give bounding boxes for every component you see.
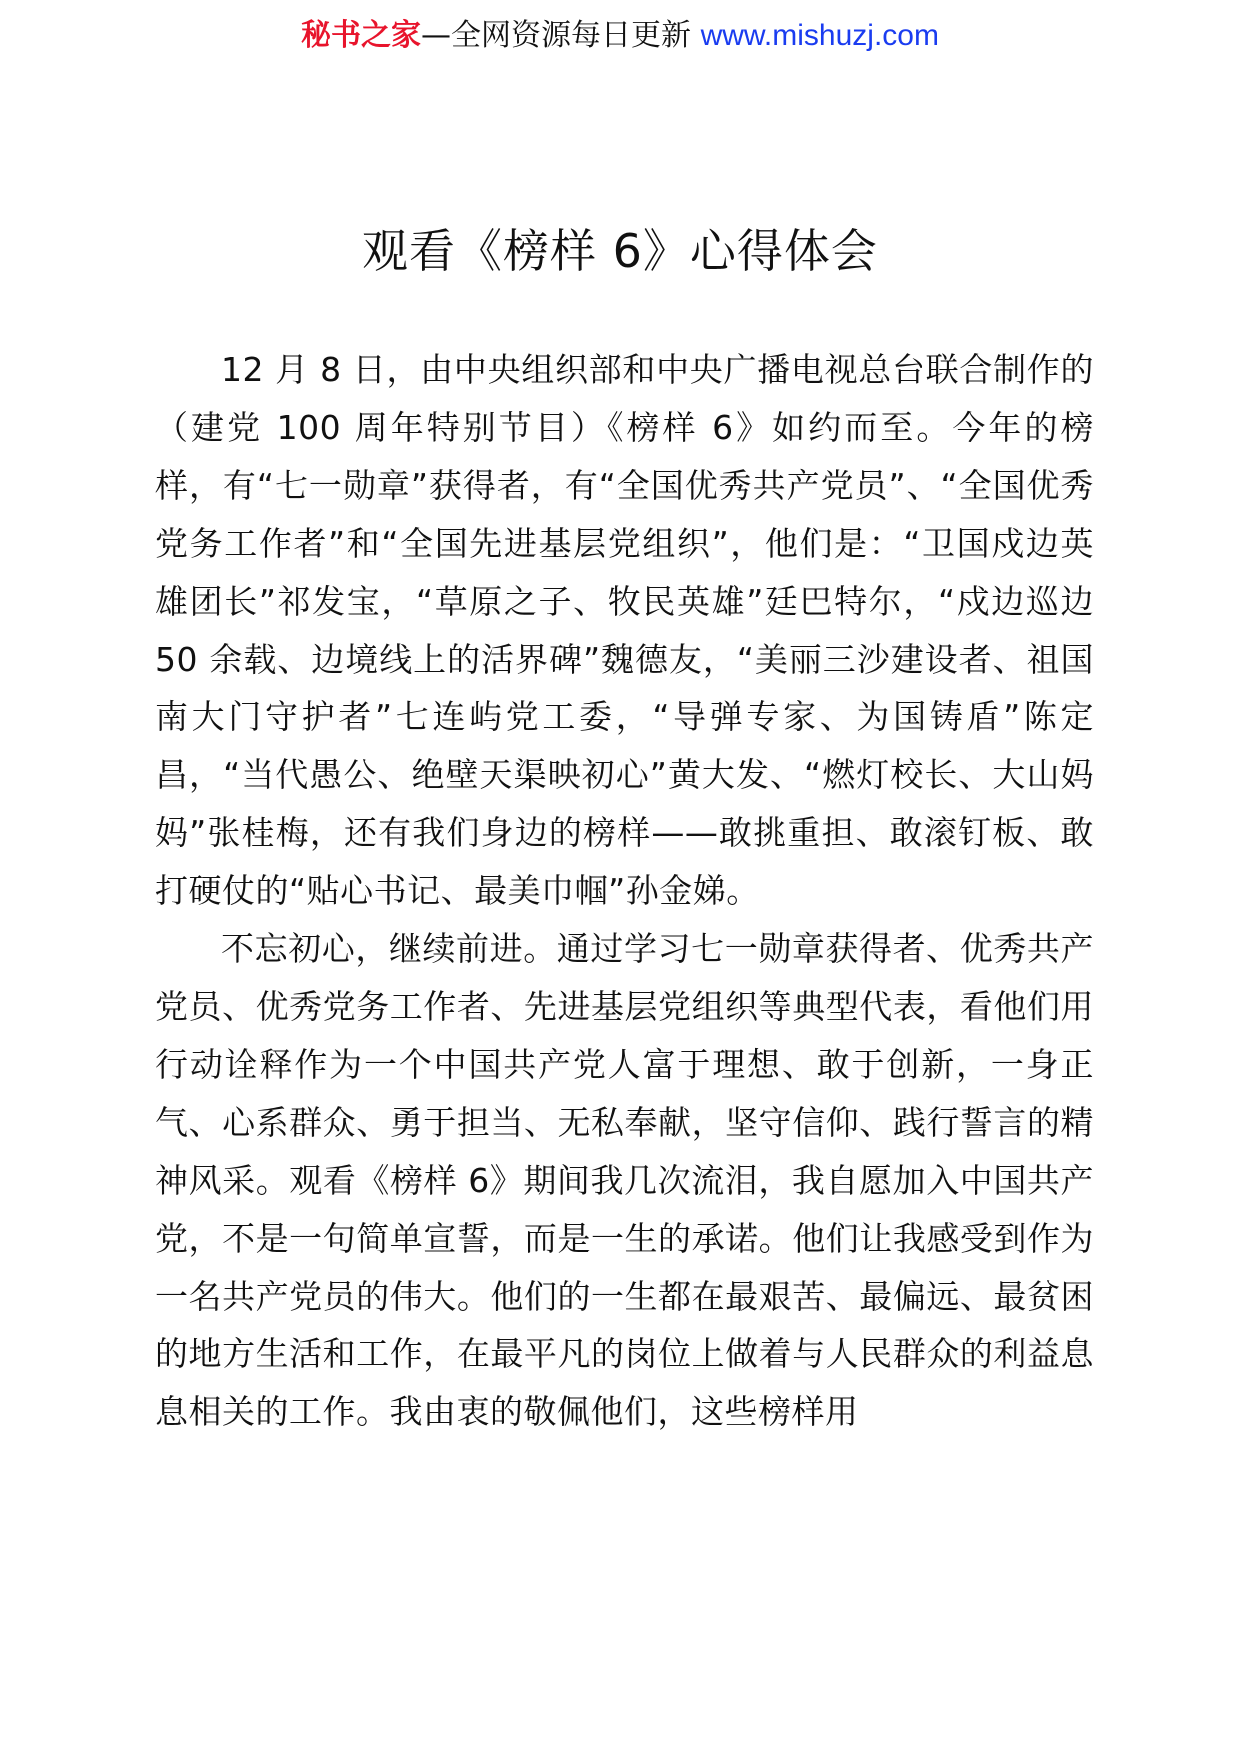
- site-name: 秘书之家: [301, 18, 422, 53]
- document-title: 观看《榜样 6》心得体会: [362, 224, 878, 278]
- site-url-link[interactable]: www.mishuzj.com: [700, 19, 939, 52]
- paragraph: 12 月 8 日，由中央组织部和中央广播电视总台联合制作的（建党 100 周年特别节目）《榜样 6》如约而至。今年的榜样，有“七一勋章”获得者，有“全国优秀共产党员”、“全国优秀党务工作者”和“全国先进基层党组织”，他们是：“卫国戍边英雄团长”祁发宝，“草原之子、牧民英雄”廷巴特尔，“戍边巡边 50 余载、边境线上的活界碑”魏德友，“美丽三沙建设者、祖国南大门守护者”七连屿党工委，“导弹专家、为国铸盾”陈定昌，“当代愚公、绝壁天渠映初心”黄大发、“燃灯校长、大山妈妈”张桂梅，还有我们身边的榜样——敢挑重担、敢滚钉板、敢打硬仗的“贴心书记、最美巾帼”孙金娣。: [155, 350, 1094, 911]
- site-header: [0, 14, 1240, 58]
- site-tagline: —全网资源每日更新: [421, 18, 692, 53]
- paragraph: 不忘初心，继续前进。通过学习七一勋章获得者、优秀共产党员、优秀党务工作者、先进基层党组织等典型代表，看他们用行动诠释作为一个中国共产党人富于理想、敢于创新，一身正气、心系群众、勇于担当、无私奉献，坚守信仰、践行誓言的精神风采。观看《榜样 6》期间我几次流泪，我自愿加入中国共产党，不是一句简单宣誓，而是一生的承诺。他们让我感受到作为一名共产党员的伟大。他们的一生都在最艰苦、最偏远、最贫困的地方生活和工作，在最平凡的岗位上做着与人民群众的利益息息相关的工作。我由衷的敬佩他们，这些榜样用: [155, 929, 1094, 1432]
- document-body: [155, 341, 1094, 1441]
